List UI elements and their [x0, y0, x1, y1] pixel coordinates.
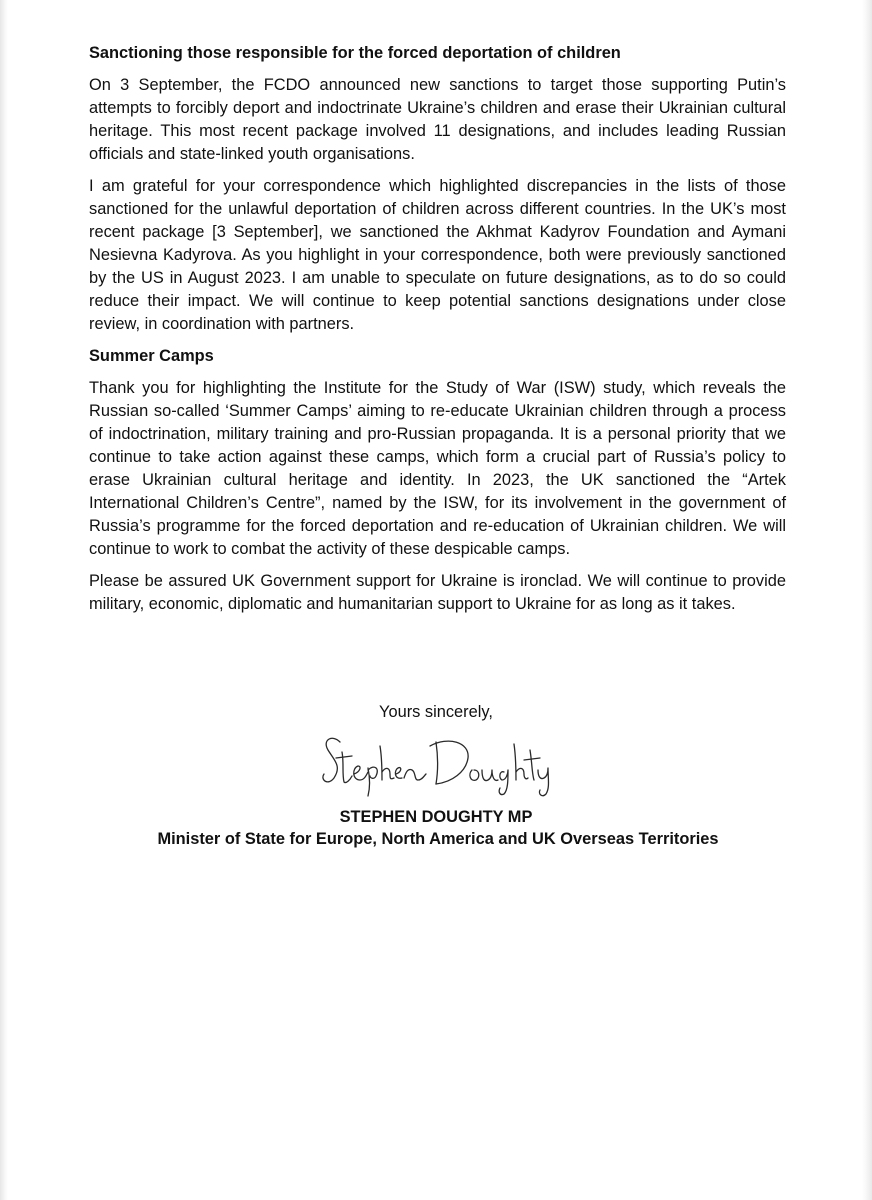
- letter-body: [89, 42, 786, 625]
- section-heading-sanctions: Sanctioning those responsible for the forced deportation of children: [89, 44, 621, 62]
- section-heading-summer-camps: Summer Camps: [89, 347, 214, 365]
- section-sanctions: [89, 42, 786, 336]
- signatory-name: STEPHEN DOUGHTY MP: [339, 808, 533, 826]
- handwritten-signature: [318, 728, 558, 798]
- closing-salutation: Yours sincerely,: [379, 703, 493, 721]
- signatory-title: Minister of State for Europe, North America and UK Overseas Territories: [157, 830, 719, 848]
- paragraph-sanctions-announcement: On 3 September, the FCDO announced new sanctions to target those supporting Putin’s attempts to forcibly deport and indoctrinate Ukraine’s children and erase their Ukrainian cultural heritage. This most recent package involved 11 designations, and includes leading Russian officials and state-linked youth organisations.: [89, 76, 786, 163]
- paragraph-ukraine-support: Please be assured UK Government support for Ukraine is ironclad. We will continue to provide military, economic, diplomatic and humanitarian support to Ukraine for as long as it takes.: [89, 572, 786, 613]
- page-edge-left: [0, 0, 8, 1200]
- page-edge-right: [862, 0, 872, 1200]
- paragraph-sanctions-discrepancies: I am grateful for your correspondence which highlighted discrepancies in the lists of those sanctioned for the unlawful deportation of children across different countries. In the UK’s most recent package [3 September], we sanctioned the Akhmat Kadyrov Foundation and Aymani Nesievna Kadyrova. As you highlight in your correspondence, both were previously sanctioned by the US in August 2023. I am unable to speculate on future designations, as to do so could reduce their impact. We will continue to keep potential sanctions designations under close review, in coordination with partners.: [89, 177, 786, 333]
- section-summer-camps: [89, 345, 786, 616]
- paragraph-summer-camps: Thank you for highlighting the Institute for the Study of War (ISW) study, which reveals the Russian so-called ‘Summer Camps’ aiming to re-educate Ukrainian children through a process of indoctrination, military training and pro-Russian propaganda. It is a personal priority that we continue to take action against these camps, which form a crucial part of Russia’s policy to erase Ukrainian cultural heritage and identity. In 2023, the UK sanctioned the “Artek International Children’s Centre”, named by the ISW, for its involvement in the government of Russia’s programme for the forced deportation and re-education of Ukrainian children. We will continue to work to combat the activity of these despicable camps.: [89, 379, 786, 558]
